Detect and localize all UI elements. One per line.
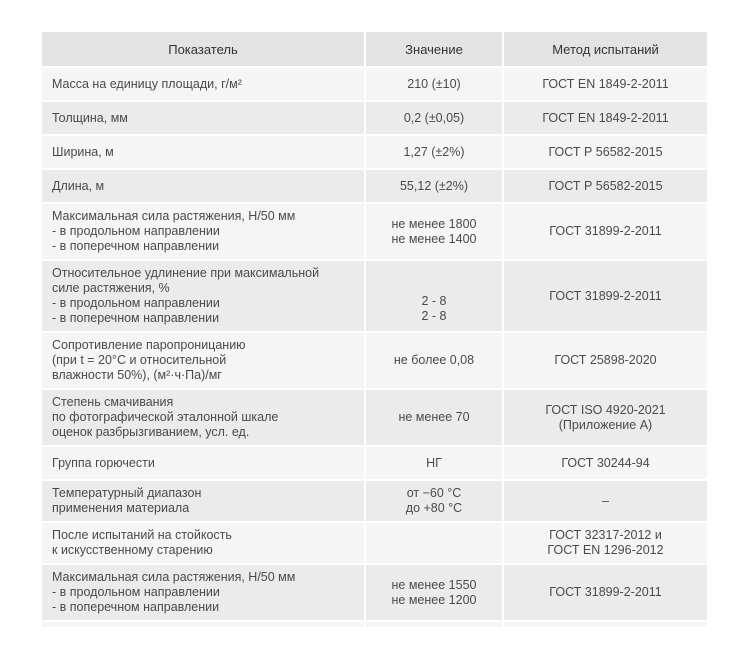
value-cell-line: не менее 70 bbox=[398, 410, 470, 424]
method-cell-line: ГОСТ 32317-2012 и bbox=[549, 528, 662, 542]
method-cell bbox=[504, 447, 707, 481]
indicator-cell bbox=[42, 68, 366, 102]
partial-cell bbox=[504, 622, 707, 629]
indicator-cell-line: Ширина, м bbox=[52, 144, 114, 159]
indicator-cell-line: - в продольном направлении bbox=[52, 585, 220, 599]
method-cell bbox=[504, 204, 707, 261]
table-row-partial bbox=[42, 622, 707, 629]
indicator-cell-line: Относительное удлинение при максимальной bbox=[52, 266, 320, 280]
value-cell bbox=[366, 481, 504, 523]
indicator-cell-line: Температурный диапазон bbox=[52, 486, 202, 500]
method-cell bbox=[504, 68, 707, 102]
table-row bbox=[42, 136, 707, 170]
method-cell-line: – bbox=[602, 493, 609, 508]
value-cell bbox=[366, 204, 504, 261]
value-cell bbox=[366, 170, 504, 204]
value-cell-line: не менее 1550 bbox=[391, 577, 477, 592]
method-cell bbox=[504, 261, 707, 333]
method-cell-line: ГОСТ EN 1296-2012 bbox=[547, 543, 664, 557]
table-row bbox=[42, 523, 707, 565]
indicator-cell-line: к искусственному старению bbox=[52, 543, 213, 557]
table-row bbox=[42, 68, 707, 102]
method-cell-line: ГОСТ 31899-2-2011 bbox=[549, 585, 662, 599]
spec-table-body bbox=[42, 68, 707, 629]
method-cell-line: ГОСТ Р 56582-2015 bbox=[548, 178, 663, 193]
table-row bbox=[42, 481, 707, 523]
indicator-cell bbox=[42, 204, 366, 261]
indicator-cell-line: влажности 50%), (м²·ч·Па)/мг bbox=[52, 368, 222, 382]
table-row bbox=[42, 204, 707, 261]
value-cell bbox=[366, 333, 504, 390]
indicator-cell bbox=[42, 333, 366, 390]
partial-cell bbox=[366, 622, 504, 629]
table-row bbox=[42, 333, 707, 390]
method-cell bbox=[504, 102, 707, 136]
value-cell-line: не менее 1200 bbox=[391, 592, 477, 607]
method-cell bbox=[504, 481, 707, 523]
table-row bbox=[42, 390, 707, 447]
indicator-cell bbox=[42, 565, 366, 622]
header-value: Значение bbox=[366, 32, 504, 68]
indicator-cell bbox=[42, 390, 366, 447]
value-cell bbox=[366, 565, 504, 622]
method-cell-line: ГОСТ 30244-94 bbox=[561, 455, 650, 470]
header-method: Метод испытаний bbox=[504, 32, 707, 68]
method-cell bbox=[504, 523, 707, 565]
value-cell-line: от −60 °С bbox=[406, 486, 462, 500]
indicator-cell-line: Масса на единицу площади, г/м² bbox=[52, 76, 242, 91]
indicator-cell bbox=[42, 523, 366, 565]
value-cell-line: не более 0,08 bbox=[393, 353, 475, 367]
indicator-cell bbox=[42, 102, 366, 136]
method-cell-line: ГОСТ EN 1849-2-2011 bbox=[542, 76, 669, 91]
indicator-cell-line: Максимальная сила растяжения, Н/50 мм bbox=[52, 209, 296, 223]
method-cell-line: (Приложение А) bbox=[558, 417, 653, 432]
method-cell bbox=[504, 565, 707, 622]
method-cell-line: ГОСТ 31899-2-2011 bbox=[549, 288, 662, 303]
table-row bbox=[42, 565, 707, 622]
value-cell bbox=[366, 390, 504, 447]
method-cell bbox=[504, 170, 707, 204]
value-cell-line: 2 - 8 bbox=[421, 309, 447, 323]
indicator-cell-line: применения материала bbox=[52, 501, 190, 515]
indicator-cell-line: Группа горючести bbox=[52, 455, 155, 470]
indicator-cell bbox=[42, 447, 366, 481]
indicator-cell bbox=[42, 170, 366, 204]
value-cell-line: 1,27 (±2%) bbox=[403, 144, 465, 159]
value-cell bbox=[366, 136, 504, 170]
value-cell bbox=[366, 447, 504, 481]
method-cell bbox=[504, 136, 707, 170]
table-row bbox=[42, 447, 707, 481]
indicator-cell-line: Степень смачивания bbox=[52, 395, 174, 409]
spec-table bbox=[42, 32, 707, 629]
indicator-cell-line: Длина, м bbox=[52, 178, 105, 193]
partial-cell bbox=[42, 622, 366, 629]
header-row bbox=[42, 32, 707, 68]
value-cell-line: не менее 1800 bbox=[391, 216, 477, 231]
method-cell bbox=[504, 333, 707, 390]
method-cell-line: ГОСТ ISO 4920-2021 bbox=[545, 402, 666, 417]
indicator-cell bbox=[42, 481, 366, 523]
indicator-cell-line: Толщина, мм bbox=[52, 110, 128, 125]
indicator-cell-line: - в поперечном направлении bbox=[52, 311, 220, 325]
value-cell bbox=[366, 102, 504, 136]
indicator-cell-line: силе растяжения, % bbox=[52, 281, 170, 295]
value-cell-line: 55,12 (±2%) bbox=[399, 178, 468, 193]
indicator-cell-line: - в поперечном направлении bbox=[52, 600, 220, 614]
value-cell-line: 210 (±10) bbox=[407, 76, 461, 91]
indicator-cell-line: (при t = 20°С и относительной bbox=[52, 353, 227, 367]
value-cell-line: не менее 1400 bbox=[391, 231, 477, 246]
table-row bbox=[42, 102, 707, 136]
method-cell-line: ГОСТ Р 56582-2015 bbox=[548, 144, 663, 159]
indicator-cell bbox=[42, 261, 366, 333]
indicator-cell-line: Сопротивление паропроницанию bbox=[52, 338, 246, 352]
value-cell bbox=[366, 68, 504, 102]
value-cell-line: до +80 °С bbox=[405, 501, 463, 515]
method-cell bbox=[504, 390, 707, 447]
indicator-cell bbox=[42, 136, 366, 170]
value-cell-line: НГ bbox=[426, 455, 442, 470]
value-cell bbox=[366, 261, 504, 333]
indicator-cell-line: - в продольном направлении bbox=[52, 296, 220, 310]
indicator-cell-line: - в продольном направлении bbox=[52, 224, 220, 238]
value-cell-line: 0,2 (±0,05) bbox=[403, 110, 465, 125]
method-cell-line: ГОСТ EN 1849-2-2011 bbox=[542, 110, 669, 125]
indicator-cell-line: по фотографической эталонной шкале bbox=[52, 410, 279, 424]
header-indicator: Показатель bbox=[42, 32, 366, 68]
value-cell-line: 2 - 8 bbox=[421, 294, 447, 308]
indicator-cell-line: Максимальная сила растяжения, Н/50 мм bbox=[52, 570, 296, 584]
method-cell-line: ГОСТ 25898-2020 bbox=[554, 353, 657, 367]
indicator-cell-line: После испытаний на стойкость bbox=[52, 528, 232, 542]
method-cell-line: ГОСТ 31899-2-2011 bbox=[549, 224, 662, 238]
table-row bbox=[42, 170, 707, 204]
value-cell bbox=[366, 523, 504, 565]
indicator-cell-line: - в поперечном направлении bbox=[52, 239, 220, 253]
indicator-cell-line: оценок разбрызгиванием, усл. ед. bbox=[52, 425, 250, 439]
table-row bbox=[42, 261, 707, 333]
